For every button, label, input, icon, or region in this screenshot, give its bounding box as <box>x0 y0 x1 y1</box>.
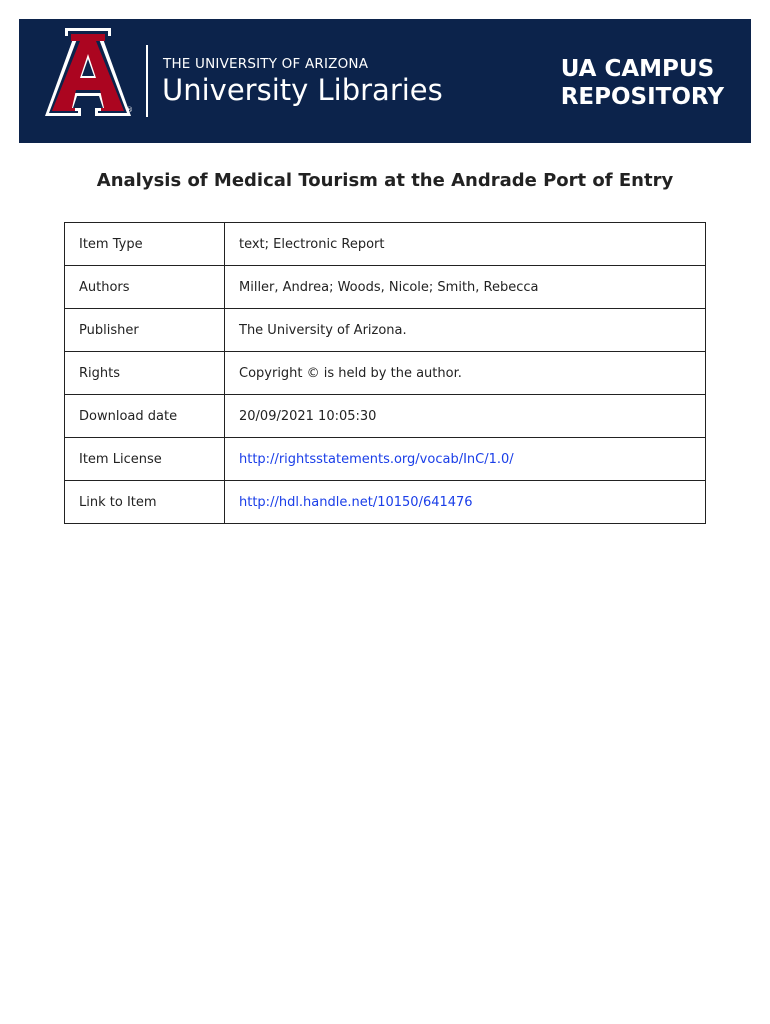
table-row <box>65 352 706 395</box>
table-row <box>65 223 706 266</box>
row-label: Item License <box>65 438 225 481</box>
row-label: Item Type <box>65 223 225 266</box>
table-row <box>65 438 706 481</box>
table-row <box>65 481 706 524</box>
row-label: Publisher <box>65 309 225 352</box>
document-title: Analysis of Medical Tourism at the Andrade Port of Entry <box>96 170 674 191</box>
repository-line-2: REPOSITORY <box>560 84 724 110</box>
metadata-table <box>64 222 706 524</box>
row-value: Miller, Andrea; Woods, Nicole; Smith, Rebecca <box>225 266 706 309</box>
row-label: Link to Item <box>65 481 225 524</box>
banner-divider <box>146 45 148 117</box>
row-value <box>225 481 706 524</box>
item-handle-link[interactable]: http://hdl.handle.net/10150/641476 <box>239 494 473 510</box>
repository-line-1: UA CAMPUS <box>560 56 715 82</box>
row-value: text; Electronic Report <box>225 223 706 266</box>
table-row <box>65 395 706 438</box>
row-value: Copyright © is held by the author. <box>225 352 706 395</box>
libraries-name: University Libraries <box>162 73 443 107</box>
row-label: Authors <box>65 266 225 309</box>
university-name: THE UNIVERSITY OF ARIZONA <box>163 56 369 72</box>
arizona-block-a-logo[interactable] <box>43 26 133 118</box>
row-value: The University of Arizona. <box>225 309 706 352</box>
registered-mark: ® <box>126 106 133 114</box>
row-value <box>225 438 706 481</box>
table-row <box>65 266 706 309</box>
row-label: Download date <box>65 395 225 438</box>
row-label: Rights <box>65 352 225 395</box>
repository-name <box>561 55 724 111</box>
row-value: 20/09/2021 10:05:30 <box>225 395 706 438</box>
item-license-link[interactable]: http://rightsstatements.org/vocab/InC/1.0/ <box>239 451 514 467</box>
table-row <box>65 309 706 352</box>
